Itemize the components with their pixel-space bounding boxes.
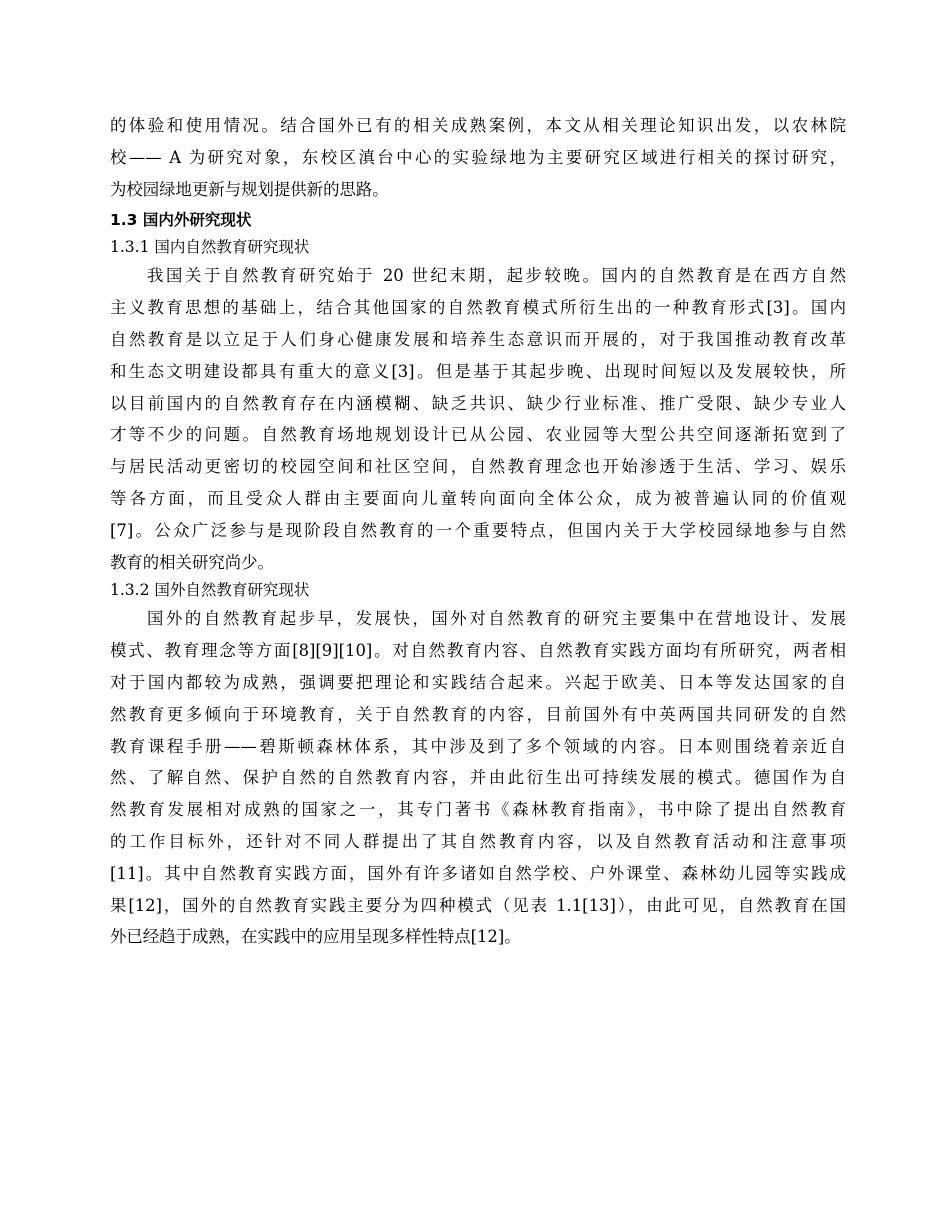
text-line: 外已经趋于成熟，在实践中的应用呈现多样性特点[12]。 [110,927,521,947]
text-line: 和生态文明建设都具有重大的意义[3]。但是基于其起步晚、出现时间短以及发展较快，所 [110,361,846,381]
text-line: 主义教育思想的基础上，结合其他国家的自然教育模式所衍生出的一种教育形式[3]。国内 [110,298,846,318]
text-line: 然教育发展相对成熟的国家之一，其专门著书《森林教育指南》，书中除了提出自然教育 [110,800,846,820]
text-line: [7]。公众广泛参与是现阶段自然教育的一个重要特点，但国内关于大学校园绿地参与自然 [110,520,846,540]
text-line: 然、了解自然、保护自然的自然教育内容，并由此衍生出可持续发展的模式。德国作为自 [110,768,846,788]
subsection-heading-foreign: 1.3.2 国外自然教育研究现状 [110,581,310,600]
text-line: 国外的自然教育起步早，发展快，国外对自然教育的研究主要集中在营地设计、发展 [147,609,846,629]
text-line: 然教育更多倾向于环境教育，关于自然教育的内容，目前国外有中英两国共同研发的自然 [110,704,846,724]
text-line: 我国关于自然教育研究始于 20 世纪末期，起步较晚。国内的自然教育是在西方自然 [147,266,846,286]
text-line: 以目前国内的自然教育存在内涵模糊、缺乏共识、缺少行业标准、推广受限、缺少专业人 [110,393,846,413]
text-line: 自然教育是以立足于人们身心健康发展和培养生态意识而开展的，对于我国推动教育改革 [110,329,846,349]
intro-paragraph [110,110,846,205]
foreign-paragraph [110,603,846,953]
document-page [110,110,846,953]
text-line: 等各方面，而且受众人群由主要面向儿童转向面向全体公众，成为被普遍认同的价值观 [110,488,846,508]
text-line: 教育的相关研究尚少。 [110,552,274,572]
text-line: 对于国内都较为成熟，强调要把理论和实践结合起来。兴起于欧美、日本等发达国家的自 [110,672,846,692]
text-line: 与居民活动更密切的校园空间和社区空间，自然教育理念也开始渗透于生活、学习、娱乐 [110,457,846,477]
domestic-paragraph [110,260,846,578]
text-line: 为校园绿地更新与规划提供新的思路。 [110,179,389,199]
text-line: 教育课程手册——碧斯顿森林体系，其中涉及到了多个领域的内容。日本则围绕着亲近自 [110,736,846,756]
subsection-heading-domestic: 1.3.1 国内自然教育研究现状 [110,238,310,257]
text-line: 模式、教育理念等方面[8][9][10]。对自然教育内容、自然教育实践方面均有所研究，两者相 [110,641,846,661]
text-line: 的工作目标外，还针对不同人群提出了其自然教育内容，以及自然教育活动和注意事项 [110,831,846,851]
text-line: 才等不少的问题。自然教育场地规划设计已从公园、农业园等大型公共空间逐渐拓宽到了 [110,425,846,445]
text-line: 果[12]，国外的自然教育实践主要分为四种模式（见表 1.1[13]），由此可见，自然教育在国 [110,895,846,915]
text-line: [11]。其中自然教育实践方面，国外有许多诸如自然学校、户外课堂、森林幼儿园等实践成 [110,863,846,883]
text-line: 的体验和使用情况。结合国外已有的相关成熟案例，本文从相关理论知识出发，以农林院 [110,116,846,135]
section-heading: 1.3 国内外研究现状 [110,211,252,230]
text-line: 校—— A 为研究对象，东校区滇台中心的实验绿地为主要研究区域进行相关的探讨研究， [110,147,846,167]
